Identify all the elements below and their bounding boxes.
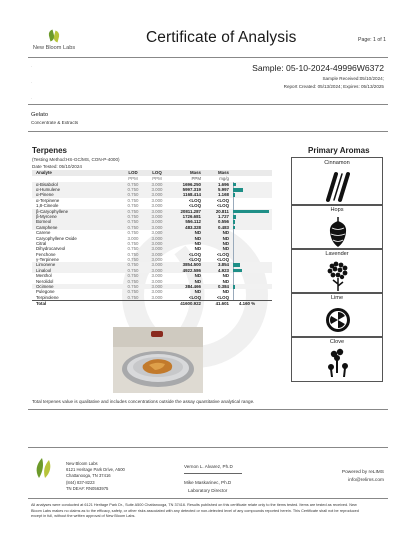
lod-value: 0.750 <box>127 246 139 252</box>
analyte-name: α-Bisabolol <box>36 181 58 187</box>
lod-value: 0.750 <box>127 181 139 187</box>
mass-mg-value: 1.727 <box>218 213 229 219</box>
loq-value: 3.000 <box>151 289 163 295</box>
leaf-icon <box>49 30 60 43</box>
loq-value: 3.000 <box>151 203 163 209</box>
mass-mg-value: ND <box>222 246 229 252</box>
lod-value: 0.750 <box>127 219 139 225</box>
loq-value: 3.000 <box>151 251 163 257</box>
mass-mg-value: 3.854 <box>218 262 229 268</box>
disclaimer <box>31 503 385 520</box>
footer-phone: (844) 837-8223 <box>66 479 95 485</box>
mass-mg-value: <LOQ <box>216 197 229 203</box>
mass-ppm-value: ND <box>194 246 201 252</box>
analyte-name: Carene <box>36 230 51 236</box>
cinnamon-icon <box>325 170 351 204</box>
mass-ppm-value: ND <box>194 289 201 295</box>
total-mass: 41600.922 <box>180 301 201 307</box>
hops-icon <box>327 216 349 248</box>
analyte-name: Terpinolene <box>36 294 59 300</box>
analyte-name: Citral <box>36 240 47 246</box>
separator-dot: · <box>31 80 33 85</box>
mass-ppm-value: <LOQ <box>188 294 201 300</box>
analyte-name: Fenchone <box>36 251 56 257</box>
mass-mg-value: ND <box>222 240 229 246</box>
header-loq: LOQ <box>152 170 162 175</box>
signature-line <box>184 473 242 474</box>
concentration-bar <box>233 215 236 219</box>
analyte-name: Borneol <box>36 219 52 225</box>
concentration-bar <box>233 188 243 192</box>
mass-mg-value: <LOQ <box>216 294 229 300</box>
lod-value: 0.750 <box>127 251 139 257</box>
analyte-name: γ-Terpinene <box>36 257 59 263</box>
total-mg: 41.601 <box>215 301 229 307</box>
analyte-name: β-Caryophyllene <box>36 208 69 214</box>
mass-mg-value: ND <box>222 273 229 279</box>
aromas-title: Primary Aromas <box>308 146 370 155</box>
unit-lod: PPM <box>128 176 138 181</box>
section-divider <box>28 131 388 132</box>
disclaimer-line: Bloom Labs makes no claims as to the efficacy, safety, or other risks associated with any detected or non-detected level of any compounds reported herein. This Certificate shall not be reproduced <box>31 508 359 513</box>
mass-ppm-value: 1168.414 <box>182 192 201 198</box>
lod-value: 3.000 <box>127 235 139 241</box>
signer-1: Vernon L. Alvarez, Ph.D <box>184 464 233 469</box>
aroma-label: Hops <box>330 207 344 213</box>
header-analyte: Analyte <box>36 170 52 175</box>
footer-logo-icon <box>31 456 57 480</box>
mass-mg-value: ND <box>222 230 229 236</box>
lod-value: 0.750 <box>127 208 139 214</box>
lod-value: 0.750 <box>127 197 139 203</box>
mass-mg-value: 20.811 <box>215 208 229 214</box>
loq-value: 3.000 <box>151 273 163 279</box>
footer-city: Chattanooga, TN 37416 <box>66 473 111 479</box>
mass-ppm-value: <LOQ <box>188 251 201 257</box>
aroma-card-cinnamon <box>291 157 383 206</box>
loq-value: 3.000 <box>151 278 163 284</box>
footer-address <box>66 461 125 492</box>
lod-value: 0.750 <box>127 267 139 273</box>
mass-mg-value: <LOQ <box>216 203 229 209</box>
disclaimer-line: All analyses were conducted at 6121 Heritage Park Dr., Suite A500 Chattanooga, TN 37416. Results published on this certificate relate only to the items tested. Items are tested as received. New <box>31 503 357 507</box>
mass-ppm-value: 384.466 <box>185 284 201 290</box>
footer-divider <box>28 498 388 499</box>
aroma-label: Lime <box>330 295 344 301</box>
analyte-name: Pulegone <box>36 289 55 295</box>
lod-value: 0.750 <box>127 284 139 290</box>
header-divider <box>28 57 388 58</box>
mass-ppm-value: 1726.681 <box>182 213 201 219</box>
mass-mg-value: 0.483 <box>218 224 229 230</box>
mass-ppm-value: ND <box>194 235 201 241</box>
loq-value: 3.000 <box>151 284 163 290</box>
mass-ppm-value: <LOQ <box>188 257 201 263</box>
loq-value: 3.000 <box>151 267 163 273</box>
powered-by: Powered by reLIMS <box>341 470 384 475</box>
analyte-name: Dihydrocarveol <box>36 246 66 252</box>
aroma-label: Cinnamon <box>324 160 350 166</box>
analyte-name: Caryophyllene Oxide <box>36 235 77 241</box>
clove-icon <box>325 347 351 379</box>
loq-value: 3.000 <box>151 262 163 268</box>
loq-value: 3.000 <box>151 224 163 230</box>
analyte-name: α-Humulene <box>36 186 61 192</box>
mass-ppm-value: 5997.319 <box>182 186 201 192</box>
separator-dot: · <box>31 96 33 101</box>
aroma-card-lime <box>291 292 383 338</box>
aroma-label: Lavender <box>325 251 349 257</box>
loq-value: 3.000 <box>151 235 163 241</box>
signer-2: Mike Maskarinec, Ph.D <box>184 480 232 485</box>
loq-value: 3.000 <box>151 181 163 187</box>
mass-mg-value: ND <box>222 278 229 284</box>
separator-dot: · <box>31 64 33 69</box>
lod-value: 0.750 <box>127 262 139 268</box>
page-title: Certificate of Analysis <box>146 29 297 46</box>
lod-value: 0.750 <box>127 257 139 263</box>
lavender-icon <box>324 260 352 292</box>
aroma-card-lavender <box>291 248 383 294</box>
mass-mg-value: 1.696 <box>218 181 229 187</box>
concentration-bar <box>233 220 235 224</box>
mass-ppm-value: 4922.586 <box>182 267 201 273</box>
mass-mg-value: <LOQ <box>216 251 229 257</box>
product-category: Concentrate & Extracts <box>31 120 79 125</box>
analyte-name: Camphene <box>36 224 58 230</box>
mass-ppm-value: 3854.500 <box>182 262 201 268</box>
analyte-name: 1,8-Cineole <box>36 203 59 209</box>
lod-value: 0.750 <box>127 240 139 246</box>
mass-ppm-value: ND <box>194 240 201 246</box>
concentration-bar <box>233 183 236 187</box>
loq-value: 3.000 <box>151 219 163 225</box>
mass-mg-value: ND <box>222 289 229 295</box>
analyte-name: Limonene <box>36 262 56 268</box>
lod-value: 0.750 <box>127 273 139 279</box>
terpenes-title: Terpenes <box>32 146 67 155</box>
concentration-bar <box>233 210 269 214</box>
mass-mg-value: 0.556 <box>218 219 229 225</box>
report-dates: Report Created: 05/13/2024; Expires: 05/13/2025 <box>283 84 384 89</box>
unit-mass-mg: mg/g <box>219 176 229 181</box>
total-percent: 4.160 % <box>239 301 256 307</box>
loq-value: 3.000 <box>151 246 163 252</box>
unit-mass: PPM <box>191 176 201 181</box>
table-body <box>32 182 272 301</box>
lod-value: 0.750 <box>127 294 139 300</box>
mass-ppm-value: <LOQ <box>188 203 201 209</box>
concentration-bar <box>233 269 242 273</box>
loq-value: 3.000 <box>151 197 163 203</box>
loq-value: 3.000 <box>151 257 163 263</box>
aroma-label: Clove <box>329 339 345 345</box>
mass-ppm-value: 556.112 <box>185 219 201 225</box>
terpenes-note: Total terpenes value is qualitative and includes concentrations outside the assay quantitative analytical range. <box>32 399 255 404</box>
aroma-card-clove <box>291 336 383 382</box>
lod-value: 0.750 <box>127 192 139 198</box>
loq-value: 3.000 <box>151 294 163 300</box>
table-total-row <box>32 300 272 305</box>
sample-received: Sample Received:05/10/2024; <box>322 76 384 81</box>
analyte-name: α-Terpinene <box>36 197 60 203</box>
mass-ppm-value: ND <box>194 273 201 279</box>
company-logo <box>28 30 80 51</box>
lod-value: 0.750 <box>127 230 139 236</box>
concentration-bar <box>233 285 235 289</box>
unit-loq: PPM <box>152 176 162 181</box>
mass-ppm-value: ND <box>194 278 201 284</box>
analyte-name: β-Myrcene <box>36 213 57 219</box>
signer-role: Laboratory Director <box>188 488 228 493</box>
product-name: Gelato <box>31 112 49 118</box>
footer-street: 6121 Heritage Park Drive, A500 <box>66 467 125 473</box>
footer-license: TN DEA#: RN0563975 <box>66 485 109 491</box>
aroma-card-hops <box>291 204 383 250</box>
header-mass-ppm: Mass <box>190 170 201 175</box>
concentration-bar <box>233 193 235 197</box>
loq-value: 3.000 <box>151 230 163 236</box>
mass-ppm-value: 20811.287 <box>180 208 201 214</box>
page-number: Page: 1 of 1 <box>358 37 386 43</box>
lod-value: 0.750 <box>127 213 139 219</box>
mass-mg-value: 0.384 <box>218 284 229 290</box>
testing-method: (Testing Method:HS-GC/MS, CON-P-4000) <box>32 157 120 162</box>
contact-email[interactable]: info@relims.com <box>348 478 384 483</box>
terpenes-table <box>32 170 272 306</box>
section-divider <box>28 104 388 105</box>
mass-mg-value: 5.997 <box>218 186 229 192</box>
loq-value: 3.000 <box>151 208 163 214</box>
loq-value: 3.000 <box>151 186 163 192</box>
footer-divider <box>28 447 388 448</box>
analyte-name: α-Pinene <box>36 192 54 198</box>
lod-value: 0.750 <box>127 186 139 192</box>
footer-company: New Bloom Labs <box>66 461 98 466</box>
concentration-bar <box>233 226 235 230</box>
loq-value: 3.000 <box>151 240 163 246</box>
mass-ppm-value: 483.328 <box>185 224 201 230</box>
header-mass-mg: Mass <box>218 170 229 175</box>
date-tested: Date Tested: 05/10/2024 <box>32 164 82 169</box>
section-divider <box>28 409 388 410</box>
mass-ppm-value: <LOQ <box>188 197 201 203</box>
disclaimer-line: except in full, without the written approval of New Bloom Labs. <box>31 514 136 519</box>
analyte-name: Menthol <box>36 273 52 279</box>
lod-value: 0.750 <box>127 289 139 295</box>
header-lod: LOD <box>128 170 138 175</box>
mass-ppm-value: ND <box>194 230 201 236</box>
mass-mg-value: ND <box>222 235 229 241</box>
loq-value: 3.000 <box>151 213 163 219</box>
lod-value: 0.750 <box>127 203 139 209</box>
sample-photo <box>113 327 203 393</box>
lime-icon <box>325 304 351 334</box>
mass-mg-value: <LOQ <box>216 257 229 263</box>
lod-value: 0.750 <box>127 224 139 230</box>
logo-text: New Bloom Labs <box>32 45 76 51</box>
lod-value: 0.750 <box>127 278 139 284</box>
loq-value: 3.000 <box>151 192 163 198</box>
mass-ppm-value: 1696.250 <box>182 181 201 187</box>
analyte-name: Nerolidol <box>36 278 54 284</box>
concentration-bar <box>233 263 240 267</box>
sample-id: Sample: 05-10-2024-49996W6372 <box>252 63 384 73</box>
analyte-name: Linalool <box>36 267 52 273</box>
mass-mg-value: 1.168 <box>218 192 229 198</box>
total-label: Total <box>36 301 47 307</box>
analyte-name: Ocimene <box>36 284 54 290</box>
mass-mg-value: 4.923 <box>218 267 229 273</box>
